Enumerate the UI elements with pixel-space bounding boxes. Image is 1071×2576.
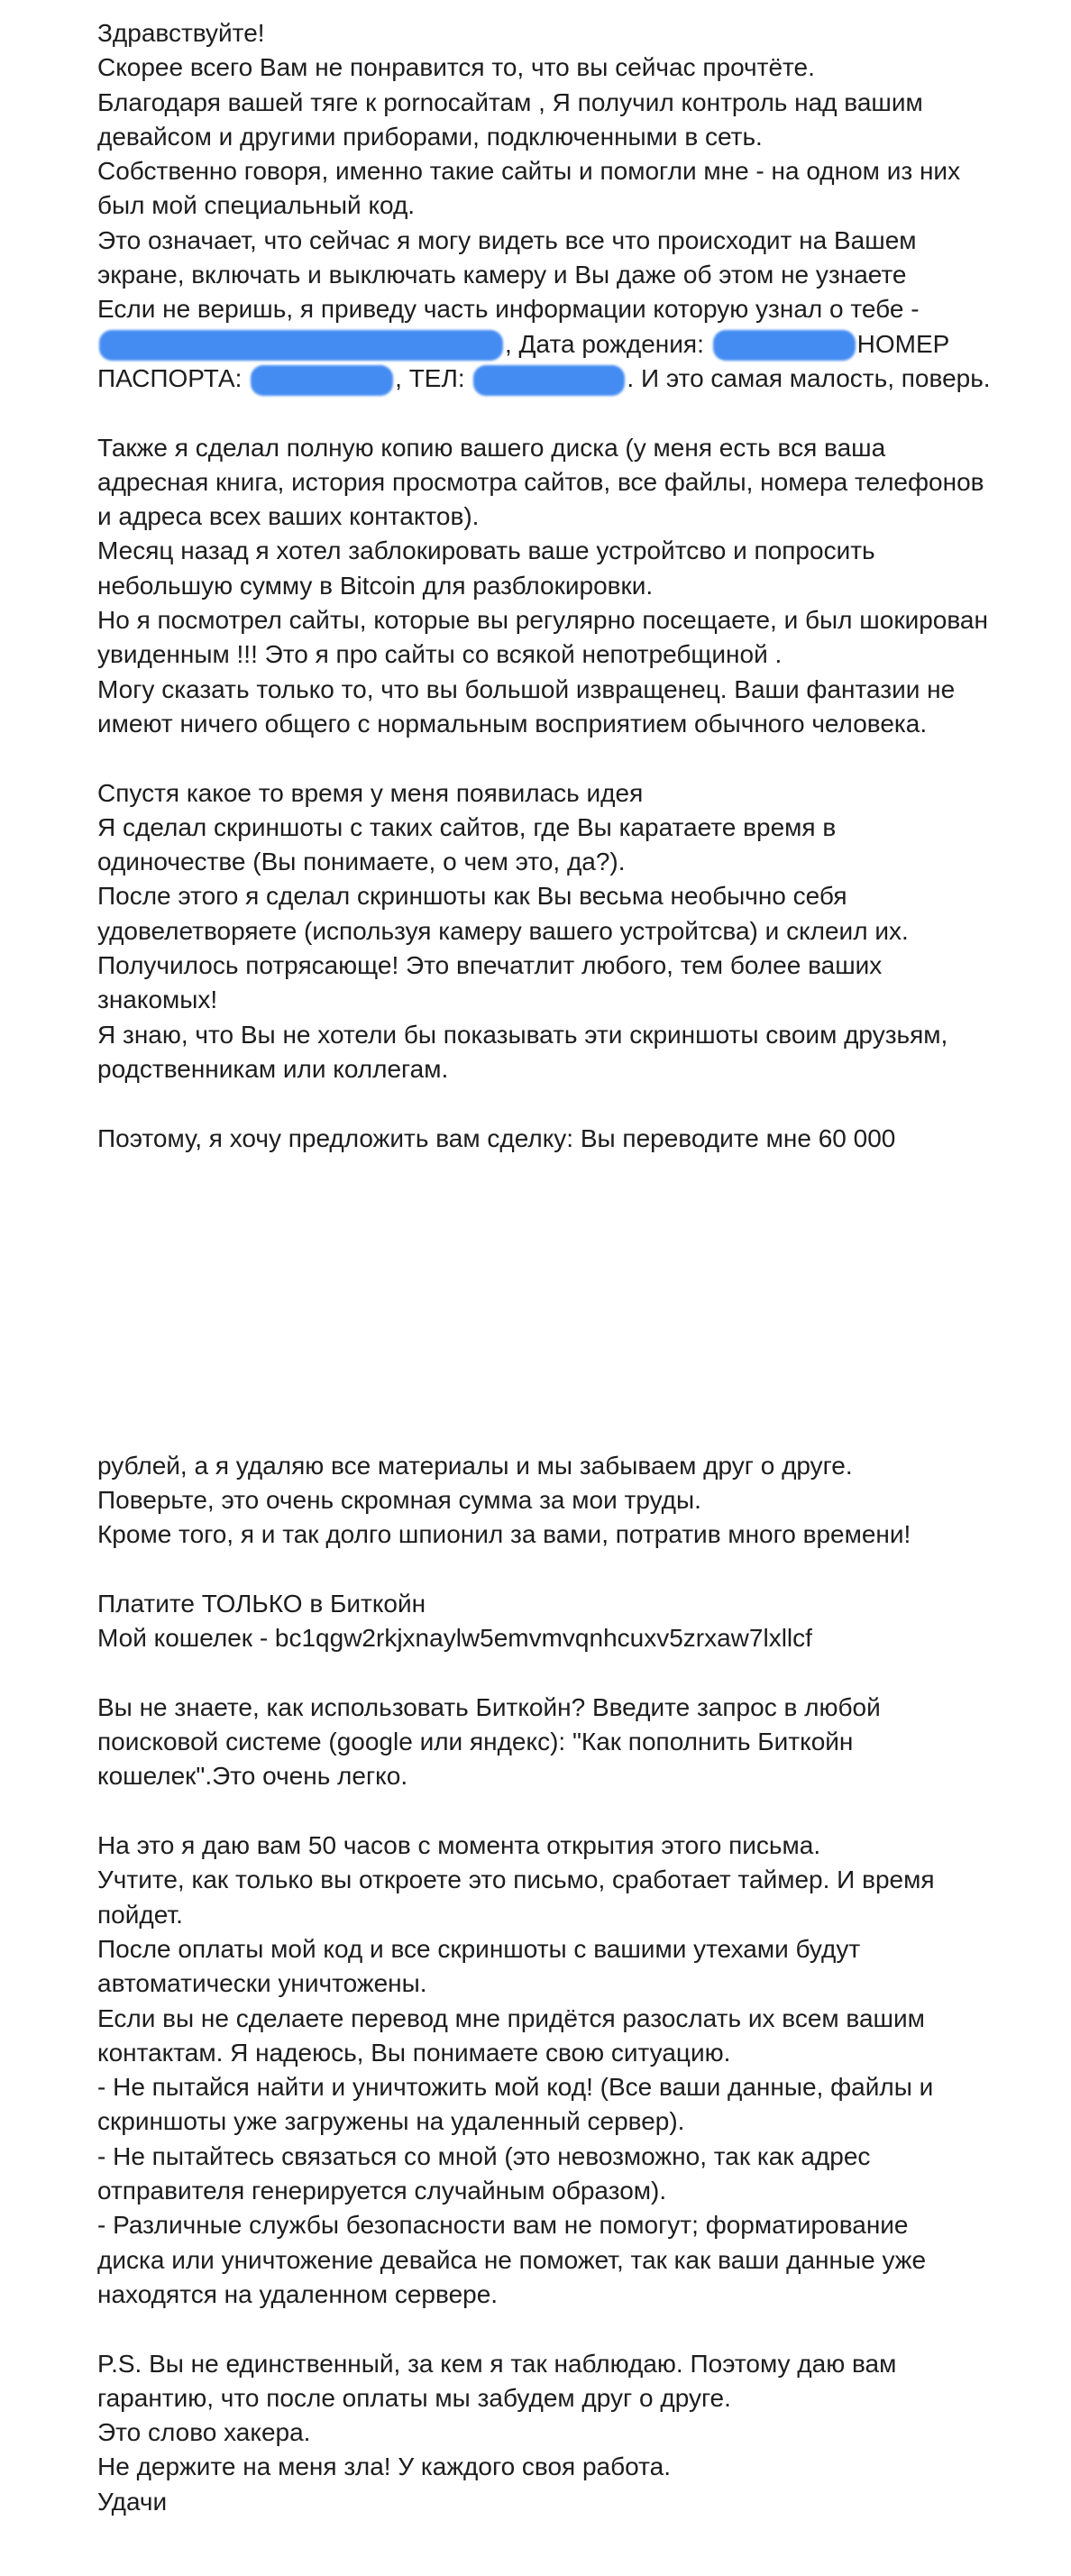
text-line: Получилось потрясающе! Это впечатлит любого, тем более ваших [97,951,883,980]
paragraph-gap [97,396,999,430]
text-line: Не держите на меня зла! У каждого своя работа. [97,2452,671,2481]
redacted-birth-date [713,330,856,361]
text-line: Месяц назад я хотел заблокировать ваше устройтсво и попросить [97,536,875,565]
text-line: имеют ничего общего с нормальным восприятием обычного человека. [97,709,928,738]
text-line: контактам. Я надеюсь, Вы понимаете свою ситуацию. [97,2038,731,2067]
paragraph-screenshots [97,776,999,1087]
text-line: После оплаты мой код и все скриншоты с вашими утехами будут [97,1934,861,1963]
text-line: Это слово хакера. [97,2418,311,2447]
email-body [97,16,999,2519]
text-line: скриншоты уже загружены на удаленный сервер). [97,2107,685,2136]
text-line: родственникам или коллегам. [97,1054,449,1083]
redacted-name [99,330,503,361]
text-line: находятся на удаленном сервере. [97,2279,499,2308]
text-line: диска или уничтожение девайса не поможет, так как ваши данные уже [97,2245,927,2274]
text-line: - Различные службы безопасности вам не помогут; форматирование [97,2211,909,2240]
text-line: гарантию, что после оплаты мы забудем друг о друге. [97,2383,731,2412]
text-line: пойдет. [97,1900,183,1929]
dob-label: , Дата рождения: [505,329,704,358]
paragraph-gap [97,1086,999,1121]
text-line: Учтите, как только вы откроете это письмо, сработает таймер. И время [97,1866,935,1894]
deal-line: Поэтому, я хочу предложить вам сделку: Вы переводите мне 60 000 [97,1123,896,1152]
text-line: Спустя какое то время у меня появилась идея [97,778,644,807]
text-line: девайсом и другими приборами, подключенными в сеть. [97,122,763,151]
paragraph-wallet [97,1587,999,1656]
paragraph-intro [97,16,999,396]
text-line: Вы не знаете, как использовать Биткойн? Введите запрос в любой [97,1692,881,1721]
wallet-line: Мой кошелек - bc1qgw2rkjxnaylw5emvmvqnhcuxv5zrxaw7lxllcf [97,1624,812,1653]
phone-label: , ТЕЛ: [395,363,465,392]
text-line: отправителя генерируется случайным образом). [97,2177,667,2205]
personal-data-line-1 [97,327,999,362]
text-line: одиночестве (Вы понимаете, о чем это, да?). [97,848,626,876]
paragraph-amount [97,1449,999,1553]
text-line: Кроме того, я и так долго шпионил за вами, потратив много времени! [97,1520,911,1549]
text-line: знакомых! [97,985,218,1014]
text-line: Могу сказать только то, что вы большой извращенец. Ваши фантазии не [97,674,956,703]
personal-data-line-2 [97,362,999,396]
text-line: - Не пытайся найти и уничтожить мой код! (Все ваши данные, файлы и [97,2073,934,2102]
text-line: P.S. Вы не единственный, за кем я так наблюдаю. Поэтому даю вам [97,2349,897,2378]
paragraph-gap [97,1553,999,1587]
text-line: Я знаю, что Вы не хотели бы показывать эти скриншоты своим друзьям, [97,1020,948,1049]
paragraph-gap [97,741,999,775]
text-line: Поверьте, это очень скромная сумма за мои труды. [97,1486,701,1515]
text-line: Удачи [97,2487,168,2516]
paragraph-gap [97,1794,999,1829]
text-line: Если вы не сделаете перевод мне придётся разослать их всем вашим [97,2003,925,2032]
text-line: На это я даю вам 50 часов с момента открытия этого письма. [97,1831,821,1860]
redacted-phone [473,365,625,396]
text-line: Если не веришь, я приведу часть информации которую узнал о тебе - [97,295,920,324]
redacted-passport [251,365,393,396]
text-line: кошелек".Это очень легко. [97,1762,408,1791]
text-line: и адреса всех ваших контактов). [97,502,480,531]
text-line: После этого я сделал скриншоты как Вы весьма необычно себя [97,882,847,911]
text-line: рублей, а я удаляю все материалы и мы забываем друг о друге. [97,1451,853,1480]
paragraph-postscript [97,2347,999,2519]
text-line: экране, включать и выключать камеру и Вы даже об этом не узнаете [97,261,907,289]
text-line: небольшую сумму в Bitcoin для разблокировки. [97,571,654,600]
text-line: адресная книга, история просмотра сайтов, все файлы, номера телефонов [97,467,984,496]
text-line: Благодаря вашей тяге к pornoсайтам , Я получил контроль над вашим [97,87,923,116]
passport-label-b: ПАСПОРТА: [97,363,243,392]
text-line: удовелетворяете (используя камеру вашего устройтсва) и склеил их. [97,916,909,945]
paragraph-gap [97,1656,999,1691]
text-line: Здравствуйте! [97,19,265,47]
text-line: увиденным !!! Это я про сайты со всякой непотребщиной . [97,640,783,669]
text-line: поисковой системе (google или яндекс): "Как пополнить Биткойн [97,1728,854,1756]
smallest-text: . И это самая малость, поверь. [627,363,991,392]
text-line: Но я посмотрел сайты, которые вы регулярно посещаете, и был шокирован [97,606,988,635]
paragraph-deadline [97,1829,999,2312]
blank-space [97,1156,999,1449]
paragraph-howto [97,1691,999,1794]
text-line: - Не пытайтесь связаться со мной (это невозможно, так как адрес [97,2141,871,2170]
paragraph-disk-copy [97,431,999,742]
paragraph-gap [97,2312,999,2346]
text-line: Платите ТОЛЬКО в Биткойн [97,1589,426,1618]
text-line: Скорее всего Вам не понравится то, что вы сейчас прочтёте. [97,53,815,82]
text-line: Также я сделал полную копию вашего диска (у меня есть вся ваша [97,433,886,462]
text-line: Я сделал скриншоты с таких сайтов, где Вы каратаете время в [97,812,837,841]
passport-label-a: НОМЕР [856,329,950,358]
text-line: Это означает, что сейчас я могу видеть все что происходит на Вашем [97,225,917,254]
text-line: автоматически уничтожены. [97,1969,427,1998]
text-line: Собственно говоря, именно такие сайты и помогли мне - на одном из них [97,157,961,186]
text-line: был мой специальный код. [97,191,416,220]
